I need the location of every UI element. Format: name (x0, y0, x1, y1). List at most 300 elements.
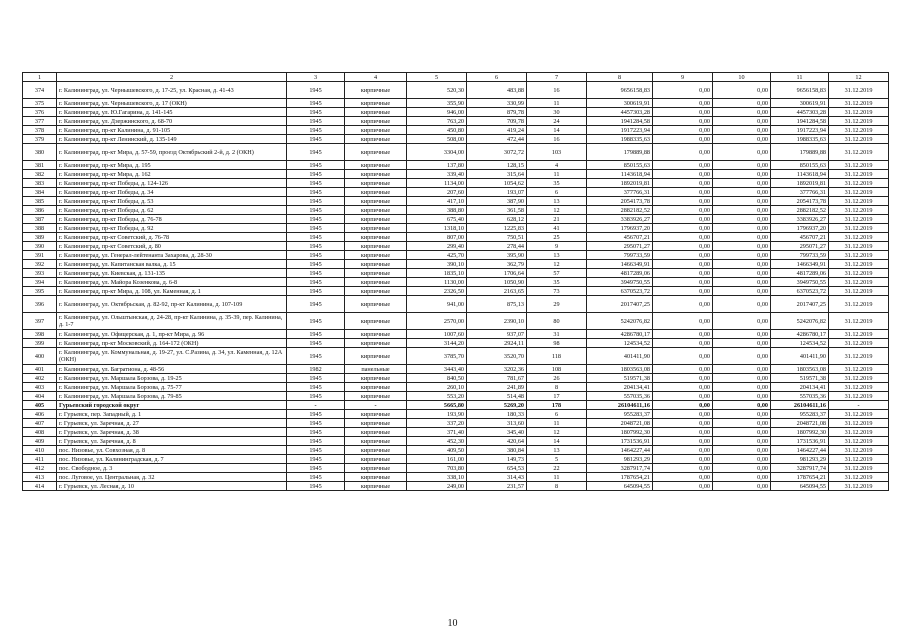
table-cell: 0,00 (713, 242, 771, 251)
table-row (23, 82, 889, 99)
table-cell: кирпичные (345, 296, 407, 313)
table-cell: 8 (527, 482, 587, 491)
table-cell: 1466349,91 (587, 260, 653, 269)
table-cell: 124534,52 (587, 339, 653, 348)
table-cell: 0,00 (653, 419, 713, 428)
table-cell: 1945 (287, 260, 345, 269)
table-cell: 3144,20 (407, 339, 467, 348)
table-cell: 1945 (287, 383, 345, 392)
table-cell: кирпичные (345, 108, 407, 117)
table-cell: 80 (527, 313, 587, 330)
table-cell: 0,00 (713, 482, 771, 491)
table-cell: кирпичные (345, 313, 407, 330)
table-cell: 41 (527, 224, 587, 233)
table-cell: 362,79 (467, 260, 527, 269)
table-cell: 26 (527, 374, 587, 383)
table-cell: 0,00 (713, 287, 771, 296)
table-cell: 31.12.2019 (829, 197, 889, 206)
table-cell: 405 (23, 401, 57, 410)
table-cell: 31.12.2019 (829, 296, 889, 313)
table-cell: 11 (527, 473, 587, 482)
header-cell: 12 (829, 73, 889, 82)
table-cell: 1945 (287, 233, 345, 242)
table-cell: г. Калининград, ул. Октябрьская, д. 82-92, пр-кт Калинина, д. 107-109 (57, 296, 287, 313)
table-cell: 299,40 (407, 242, 467, 251)
table-cell: кирпичные (345, 117, 407, 126)
table-cell: 1892019,81 (587, 179, 653, 188)
table-cell: 31.12.2019 (829, 482, 889, 491)
table-cell: 180,33 (467, 410, 527, 419)
table-row (23, 260, 889, 269)
table-cell: 398 (23, 330, 57, 339)
table-cell: 1945 (287, 313, 345, 330)
table-cell: кирпичные (345, 455, 407, 464)
table-cell: 1731536,91 (587, 437, 653, 446)
table-cell: кирпичные (345, 464, 407, 473)
table-row (23, 179, 889, 188)
table-cell: 13 (527, 446, 587, 455)
table-cell: 763,20 (407, 117, 467, 126)
table-cell: 26104611,16 (771, 401, 829, 410)
table-cell: г. Калининград, пр-кт Победы, д. 53 (57, 197, 287, 206)
table-cell: 31.12.2019 (829, 339, 889, 348)
table-cell: 31.12.2019 (829, 233, 889, 242)
table-cell: 0,00 (653, 197, 713, 206)
table-cell: 13 (527, 197, 587, 206)
table-cell: 0,00 (713, 410, 771, 419)
table-cell: 1945 (287, 215, 345, 224)
table-cell: 557035,36 (587, 392, 653, 401)
table-cell: 6 (527, 188, 587, 197)
table-cell: г. Калининград, ул. Багратиона, д. 48-56 (57, 365, 287, 374)
table-cell: 35 (527, 278, 587, 287)
table-cell: 2326,50 (407, 287, 467, 296)
table-cell: 2924,11 (467, 339, 527, 348)
table-cell: 407 (23, 419, 57, 428)
table-cell: г. Гурьевск, ул. Заречная, д. 38 (57, 428, 287, 437)
table-cell: 0,00 (653, 242, 713, 251)
table-cell: 231,57 (467, 482, 527, 491)
table-row (23, 215, 889, 224)
table-cell: 408 (23, 428, 57, 437)
table-cell: 31.12.2019 (829, 161, 889, 170)
table-cell: 1835,10 (407, 269, 467, 278)
table-cell: 0,00 (653, 215, 713, 224)
table-cell: 0,00 (713, 473, 771, 482)
table-cell: 382 (23, 170, 57, 179)
table-cell: 1945 (287, 473, 345, 482)
table-cell: 377766,31 (771, 188, 829, 197)
table-cell: 799733,59 (771, 251, 829, 260)
table-cell: 1945 (287, 419, 345, 428)
table-cell: 781,67 (467, 374, 527, 383)
table-cell: 395,90 (467, 251, 527, 260)
table-row (23, 144, 889, 161)
table-cell: 4817289,06 (771, 269, 829, 278)
table-cell: 31.12.2019 (829, 117, 889, 126)
table-row (23, 224, 889, 233)
table-cell: 1945 (287, 437, 345, 446)
table-cell: 193,07 (467, 188, 527, 197)
table-cell: 2882182,52 (587, 206, 653, 215)
table-cell: кирпичные (345, 269, 407, 278)
table-cell: 300619,91 (771, 99, 829, 108)
table-cell: 402 (23, 374, 57, 383)
table-cell: 31.12.2019 (829, 446, 889, 455)
table-cell: 628,12 (467, 215, 527, 224)
table-cell: г. Гурьевск, ул. Заречная, д. 8 (57, 437, 287, 446)
column-number-header (23, 73, 889, 82)
table-cell: 414 (23, 482, 57, 491)
table-cell: 5269,20 (467, 401, 527, 410)
table-row (23, 170, 889, 179)
table-cell: 31.12.2019 (829, 108, 889, 117)
table-cell: 103 (527, 144, 587, 161)
table-cell: г. Калининград, ул. Маршала Борзова, д. 19-25 (57, 374, 287, 383)
table-cell: 9 (527, 242, 587, 251)
table-cell: 118 (527, 348, 587, 365)
table-row (23, 287, 889, 296)
table-cell: - (829, 401, 889, 410)
table-cell: 1945 (287, 330, 345, 339)
table-row (23, 392, 889, 401)
table-cell: 149,73 (467, 455, 527, 464)
table-cell: 0,00 (653, 473, 713, 482)
table-cell: 0,00 (713, 419, 771, 428)
table-cell: 4286780,17 (771, 330, 829, 339)
table-cell: 31.12.2019 (829, 260, 889, 269)
table-cell: пос. Низовье, ул. Калининградская, д. 7 (57, 455, 287, 464)
table-cell: 314,43 (467, 473, 527, 482)
table-cell: 0,00 (713, 206, 771, 215)
table-cell: 0,00 (713, 278, 771, 287)
table-cell: 380,84 (467, 446, 527, 455)
table-cell: 1988335,63 (587, 135, 653, 144)
table-cell: 1945 (287, 287, 345, 296)
table-cell: 31.12.2019 (829, 99, 889, 108)
table-cell: 1130,00 (407, 278, 467, 287)
table-cell: 355,90 (407, 99, 467, 108)
table-cell: 1803563,08 (771, 365, 829, 374)
table-cell: 0,00 (653, 117, 713, 126)
table-cell: 3949750,55 (587, 278, 653, 287)
table-cell: г. Калининград, пр-кт Советский, д. 80 (57, 242, 287, 251)
table-cell: 1917223,94 (587, 126, 653, 135)
table-cell: 0,00 (653, 224, 713, 233)
table-cell: 31.12.2019 (829, 383, 889, 392)
table-cell: кирпичные (345, 170, 407, 179)
table-cell: 1945 (287, 269, 345, 278)
table-cell: 0,00 (653, 401, 713, 410)
table-cell: пос. Низовье, ул. Совхозная, д. 8 (57, 446, 287, 455)
table-cell: 31.12.2019 (829, 473, 889, 482)
table-cell: кирпичные (345, 215, 407, 224)
table-cell: г. Калининград, ул. Генерал-лейтенанта Захарова, д. 28-30 (57, 251, 287, 260)
table-cell: 1945 (287, 455, 345, 464)
table-row (23, 455, 889, 464)
table-cell: 16 (527, 82, 587, 99)
table-cell: 0,00 (713, 455, 771, 464)
table-cell: 456707,21 (587, 233, 653, 242)
table-cell: 5665,80 (407, 401, 467, 410)
table-cell: 31.12.2019 (829, 365, 889, 374)
table-cell: кирпичные (345, 410, 407, 419)
table-cell: г. Калининград, ул. Коммунальная, д. 19-27, ул. С.Разина, д. 34, ул. Каменная, д. 12А (ОКН) (57, 348, 287, 365)
header-cell: 3 (287, 73, 345, 82)
table-cell: 0,00 (653, 278, 713, 287)
table-cell: г. Калининград, пр-кт Калинина, д. 91-105 (57, 126, 287, 135)
header-cell: 5 (407, 73, 467, 82)
table-cell: г. Калининград, пр-кт Мира, д. 57-59, проезд Октябрьский 2-й, д. 2 (ОКН) (57, 144, 287, 161)
table-cell: 0,00 (653, 82, 713, 99)
table-cell: 387 (23, 215, 57, 224)
table-cell: 0,00 (653, 339, 713, 348)
table-cell: 4 (527, 161, 587, 170)
table-cell: 390,10 (407, 260, 467, 269)
table-cell: г. Калининград, ул. Чернышевского, д. 17-25, ул. Красная, д. 41-43 (57, 82, 287, 99)
table-cell: 4286780,17 (587, 330, 653, 339)
table-cell: 1982 (287, 365, 345, 374)
table-cell: 514,48 (467, 392, 527, 401)
table-cell: 31.12.2019 (829, 374, 889, 383)
table-cell: 456707,21 (771, 233, 829, 242)
table-row (23, 278, 889, 287)
table-cell: 941,00 (407, 296, 467, 313)
table-cell: 2017407,25 (587, 296, 653, 313)
table-cell: 31.12.2019 (829, 278, 889, 287)
table-cell: 508,00 (407, 135, 467, 144)
table-cell: 981293,29 (587, 455, 653, 464)
table-cell: 204134,41 (587, 383, 653, 392)
table-cell: 381 (23, 161, 57, 170)
table-cell: кирпичные (345, 482, 407, 491)
table-cell: кирпичные (345, 419, 407, 428)
table-cell: 0,00 (653, 170, 713, 179)
table-cell: 850155,63 (587, 161, 653, 170)
table-cell: г. Калининград, ул. Офицерская, д. 1, пр-кт Мира, д. 96 (57, 330, 287, 339)
table-cell: 1803563,08 (587, 365, 653, 374)
table-cell: 1945 (287, 126, 345, 135)
table-cell: кирпичные (345, 278, 407, 287)
table-cell: 1706,64 (467, 269, 527, 278)
table-cell: кирпичные (345, 197, 407, 206)
table-cell: 1731536,91 (771, 437, 829, 446)
table-cell: кирпичные (345, 374, 407, 383)
table-cell: 0,00 (713, 117, 771, 126)
table-cell: 1945 (287, 242, 345, 251)
table-cell: 1945 (287, 428, 345, 437)
table-cell: 12 (527, 206, 587, 215)
table-cell: 0,00 (713, 197, 771, 206)
table-cell: кирпичные (345, 161, 407, 170)
table-cell: 383 (23, 179, 57, 188)
table-cell: 124534,52 (771, 339, 829, 348)
table-cell: 8 (527, 383, 587, 392)
table-cell: 395 (23, 287, 57, 296)
table-cell: 946,00 (407, 108, 467, 117)
table-cell: 0,00 (713, 464, 771, 473)
table-cell: 0,00 (713, 428, 771, 437)
table-cell: 0,00 (713, 215, 771, 224)
table-cell: 295071,27 (771, 242, 829, 251)
table-cell: кирпичные (345, 126, 407, 135)
table-cell: 1945 (287, 135, 345, 144)
table-cell: 4817289,06 (587, 269, 653, 278)
table-cell: 14 (527, 126, 587, 135)
table-cell: 0,00 (713, 365, 771, 374)
table-cell: 31.12.2019 (829, 135, 889, 144)
table-cell: 22 (527, 464, 587, 473)
table-cell: 388 (23, 224, 57, 233)
header-cell: 6 (467, 73, 527, 82)
table-cell: 11 (527, 170, 587, 179)
header-cell: 8 (587, 73, 653, 82)
table-cell: 0,00 (653, 161, 713, 170)
table-cell: 0,00 (713, 437, 771, 446)
table-cell: 4457303,28 (587, 108, 653, 117)
table-cell: 807,00 (407, 233, 467, 242)
table-cell: 401411,90 (771, 348, 829, 365)
table-cell: 3287917,74 (587, 464, 653, 473)
table-cell: 31.12.2019 (829, 313, 889, 330)
table-cell: 31.12.2019 (829, 251, 889, 260)
table-cell: 404 (23, 392, 57, 401)
table-cell: 0,00 (713, 296, 771, 313)
table-cell: 98 (527, 339, 587, 348)
table-row (23, 482, 889, 491)
table-cell: 31.12.2019 (829, 287, 889, 296)
table-cell: кирпичные (345, 233, 407, 242)
table-cell: 1941284,58 (587, 117, 653, 126)
table-cell: г. Калининград, ул. Чернышевского, д. 17 (ОКН) (57, 99, 287, 108)
table-cell: г. Гурьевск, ул. Лесная, д. 10 (57, 482, 287, 491)
table-cell: кирпичные (345, 99, 407, 108)
table-cell: 1796937,20 (587, 224, 653, 233)
table-cell: кирпичные (345, 383, 407, 392)
table-cell: 377766,31 (587, 188, 653, 197)
table-cell: 31.12.2019 (829, 464, 889, 473)
table-cell: 419,24 (467, 126, 527, 135)
table-cell: 1143618,94 (771, 170, 829, 179)
table-cell: 385 (23, 197, 57, 206)
table-cell: 1466349,91 (771, 260, 829, 269)
table-cell: 1945 (287, 392, 345, 401)
table-cell: пос. Луговое, ул. Центральная, д. 32 (57, 473, 287, 482)
table-cell: 1807992,30 (587, 428, 653, 437)
table-cell: кирпичные (345, 206, 407, 215)
table-cell: 249,00 (407, 482, 467, 491)
table-cell: 1945 (287, 179, 345, 188)
table-cell: 412 (23, 464, 57, 473)
table-cell: 2882182,52 (771, 206, 829, 215)
table-cell: 450,80 (407, 126, 467, 135)
table-cell: 376 (23, 108, 57, 117)
table-cell: 0,00 (653, 260, 713, 269)
table-row (23, 108, 889, 117)
table-cell: 3520,70 (467, 348, 527, 365)
table-cell: кирпичные (345, 188, 407, 197)
table-cell: кирпичные (345, 224, 407, 233)
table-row (23, 296, 889, 313)
table-cell: 0,00 (713, 374, 771, 383)
table-cell: 3202,36 (467, 365, 527, 374)
table-cell: 178 (527, 401, 587, 410)
table-cell: 840,50 (407, 374, 467, 383)
table-cell: 0,00 (713, 383, 771, 392)
table-cell: 1796937,20 (771, 224, 829, 233)
table-cell: 0,00 (653, 144, 713, 161)
table-cell: 1945 (287, 482, 345, 491)
table-cell: 241,89 (467, 383, 527, 392)
table-cell: г. Калининград, пр-кт Победы, д. 92 (57, 224, 287, 233)
table-cell: 12 (527, 260, 587, 269)
table-cell: г. Калининград, ул. Ю.Гагарина, д. 141-145 (57, 108, 287, 117)
table-cell: 1225,83 (467, 224, 527, 233)
table-cell: 12 (527, 428, 587, 437)
table-row (23, 242, 889, 251)
table-cell: 750,51 (467, 233, 527, 242)
table-cell: 57 (527, 269, 587, 278)
table-cell: 137,80 (407, 161, 467, 170)
table-cell: кирпичные (345, 251, 407, 260)
table-cell: г. Калининград, пр-кт Мира, д. 162 (57, 170, 287, 179)
table-cell: 1945 (287, 224, 345, 233)
table-cell: 0,00 (713, 144, 771, 161)
table-cell: 31.12.2019 (829, 144, 889, 161)
table-cell: кирпичные (345, 473, 407, 482)
table-cell: 0,00 (653, 108, 713, 117)
header-cell: 4 (345, 73, 407, 82)
table-cell: кирпичные (345, 287, 407, 296)
table-row (23, 348, 889, 365)
table-cell: 0,00 (653, 135, 713, 144)
table-cell: 31.12.2019 (829, 269, 889, 278)
table-cell: г. Калининград, ул. Дзержинского, д. 68-70 (57, 117, 287, 126)
table-row (23, 401, 889, 410)
table-cell: 0,00 (653, 437, 713, 446)
table-cell: г. Калининград, пр-кт Советский, д. 76-78 (57, 233, 287, 242)
table-cell: 0,00 (713, 251, 771, 260)
table-cell: 1945 (287, 117, 345, 126)
table-cell: 879,78 (467, 108, 527, 117)
table-cell: 1787654,21 (771, 473, 829, 482)
table-cell: 483,88 (467, 82, 527, 99)
table-cell: 0,00 (653, 179, 713, 188)
header-cell: 9 (653, 73, 713, 82)
table-cell: 30 (527, 108, 587, 117)
table-cell: г. Калининград, пр-кт Мира, д. 195 (57, 161, 287, 170)
table-cell: 645094,55 (587, 482, 653, 491)
table-cell: 26104611,16 (587, 401, 653, 410)
table-cell: 387,90 (467, 197, 527, 206)
table-cell: 31 (527, 330, 587, 339)
table-cell: 13 (527, 251, 587, 260)
table-cell: 1134,00 (407, 179, 467, 188)
table-cell: 21 (527, 215, 587, 224)
table-cell: 0,00 (653, 482, 713, 491)
table-cell: 25 (527, 233, 587, 242)
table-cell: 31.12.2019 (829, 126, 889, 135)
table-cell: 409,50 (407, 446, 467, 455)
table-row (23, 135, 889, 144)
table-row (23, 339, 889, 348)
table-cell: панельные (345, 365, 407, 374)
table-cell: 193,90 (407, 410, 467, 419)
register-table-container (22, 72, 888, 491)
table-row (23, 365, 889, 374)
table-row (23, 161, 889, 170)
table-cell: 315,64 (467, 170, 527, 179)
